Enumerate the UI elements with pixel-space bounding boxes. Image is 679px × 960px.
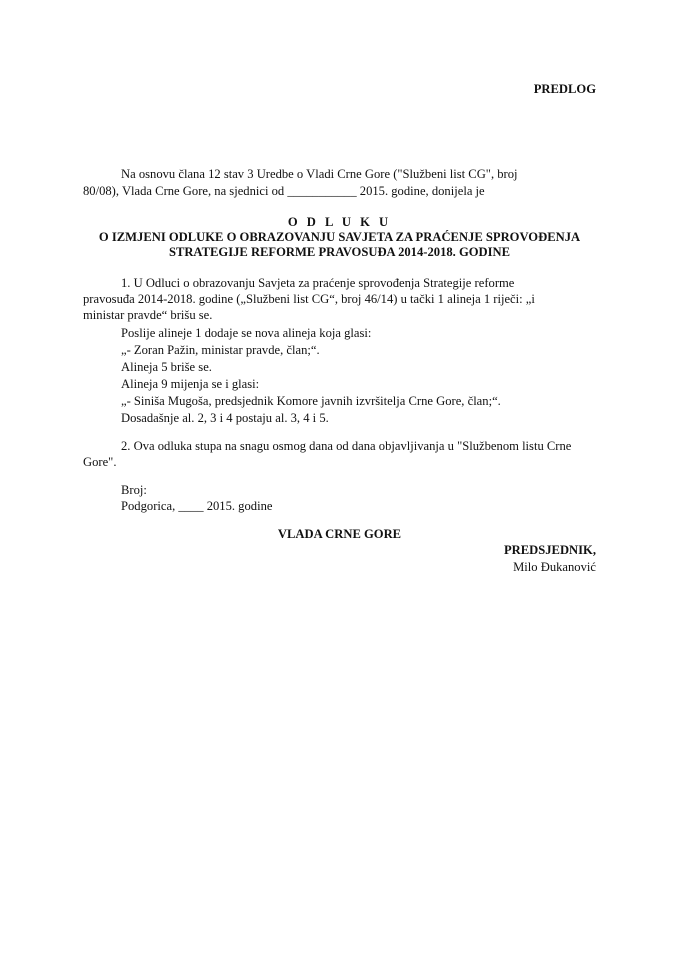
article-2-line-2: Gore".: [83, 455, 117, 469]
intro-line-1: Na osnovu člana 12 stav 3 Uredbe o Vladi Crne Gore ("Službeni list CG", broj: [121, 167, 518, 181]
place-date: Podgorica, ____ 2015. godine: [121, 499, 273, 513]
decision-title: [83, 215, 596, 260]
president-title: PREDSJEDNIK,: [503, 543, 596, 557]
amendment-line: Dosadašnje al. 2, 3 i 4 postaju al. 3, 4 i 5.: [121, 411, 329, 425]
article-1-line-2: pravosuđa 2014-2018. godine („Službeni list CG“, broj 46/14) u tački 1 alineja 1 riječi: „i: [83, 292, 535, 306]
title-line-2: O IZMJENI ODLUKE O OBRAZOVANJU SAVJETA ZA PRAĆENJE SPROVOĐENJA: [98, 230, 581, 244]
article-2-line-1: 2. Ova odluka stupa na snagu osmog dana od dana objavljivanja u "Službenom listu Crne: [121, 439, 572, 453]
proposal-label: PREDLOG: [533, 82, 596, 96]
document-number-label: Broj:: [121, 483, 147, 497]
amendment-line: „- Siniša Mugoša, predsjednik Komore javnih izvršitelja Crne Gore, član;“.: [121, 394, 501, 408]
article-1-line-3: ministar pravde“ brišu se.: [83, 308, 213, 322]
title-line-3: STRATEGIJE REFORME PRAVOSUĐA 2014-2018. GODINE: [168, 245, 511, 259]
amendment-line: „- Zoran Pažin, ministar pravde, član;“.: [121, 343, 320, 357]
president-name: Milo Đukanović: [513, 560, 596, 574]
intro-line-2: 80/08), Vlada Crne Gore, na sjednici od ___________ 2015. godine, donijela je: [83, 184, 485, 198]
title-odluku: O D L U K U: [287, 215, 392, 229]
amendment-line: Poslije alineje 1 dodaje se nova alineja koja glasi:: [121, 326, 372, 340]
government-name: VLADA CRNE GORE: [277, 527, 402, 541]
amendment-line: Alineja 9 mijenja se i glasi:: [121, 377, 260, 391]
article-1-line-1: 1. U Odluci o obrazovanju Savjeta za praćenje sprovođenja Strategije reforme: [121, 276, 515, 290]
amendment-line: Alineja 5 briše se.: [121, 360, 212, 374]
